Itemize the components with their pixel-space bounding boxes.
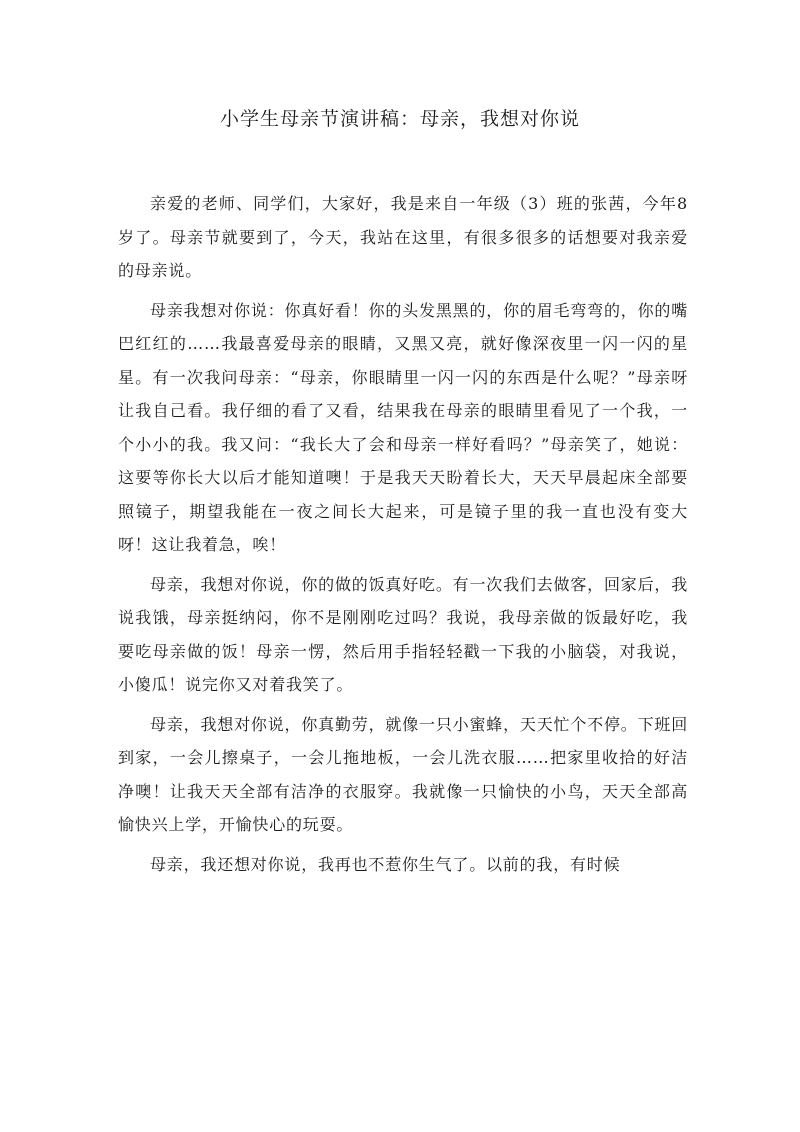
document-title: 小学生母亲节演讲稿：母亲，我想对你说	[219, 108, 580, 130]
paragraph-beautiful: 母亲我想对你说：你真好看！你的头发黑黑的，你的眉毛弯弯的，你的嘴巴红红的……我最喜爱母亲的眼睛，又黑又亮，就好像深夜里一闪一闪的星星。有一次我问母亲：“母亲，你眼睛里一闪一闪的东西是什么呢？”母亲呀让我自己看。我仔细的看了又看，结果我在母亲的眼睛里看见了一个我，一个小小的我。我又问：“我长大了会和母亲一样好看吗？”母亲笑了，她说：这要等你长大以后才能知道噢！于是我天天盼着长大，天天早晨起床全部要照镜子，期望我能在一夜之间长大起来，可是镜子里的我一直也没有变大呀！这让我着急，唉！	[118, 300, 688, 554]
paragraph-hardworking: 母亲，我想对你说，你真勤劳，就像一只小蜜蜂，天天忙个不停。下班回到家，一会儿擦桌子，一会儿拖地板，一会儿洗衣服……把家里收拾的好洁净噢！让我天天全部有洁净的衣服穿。我就像一只愉快的小鸟，天天全部高愉快兴上学，开愉快心的玩耍。	[118, 714, 688, 834]
document-body	[118, 187, 688, 887]
paragraph-cooking: 母亲，我想对你说，你的做的饭真好吃。有一次我们去做客，回家后，我说我饿，母亲挺纳闷，你不是刚刚吃过吗？我说，我母亲做的饭最好吃，我要吃母亲做的饭！母亲一愣，然后用手指轻轻戳一下我的小脑袋，对我说，小傻瓜！说完你又对着我笑了。	[118, 574, 688, 694]
paragraph-promise: 母亲，我还想对你说，我再也不惹你生气了。以前的我，有时候	[150, 854, 621, 874]
paragraph-greeting: 亲爱的老师、同学们，大家好，我是来自一年级（3）班的张茜，今年8岁了。母亲节就要到了，今天，我站在这里，有很多很多的话想要对我亲爱的母亲说。	[118, 194, 688, 280]
